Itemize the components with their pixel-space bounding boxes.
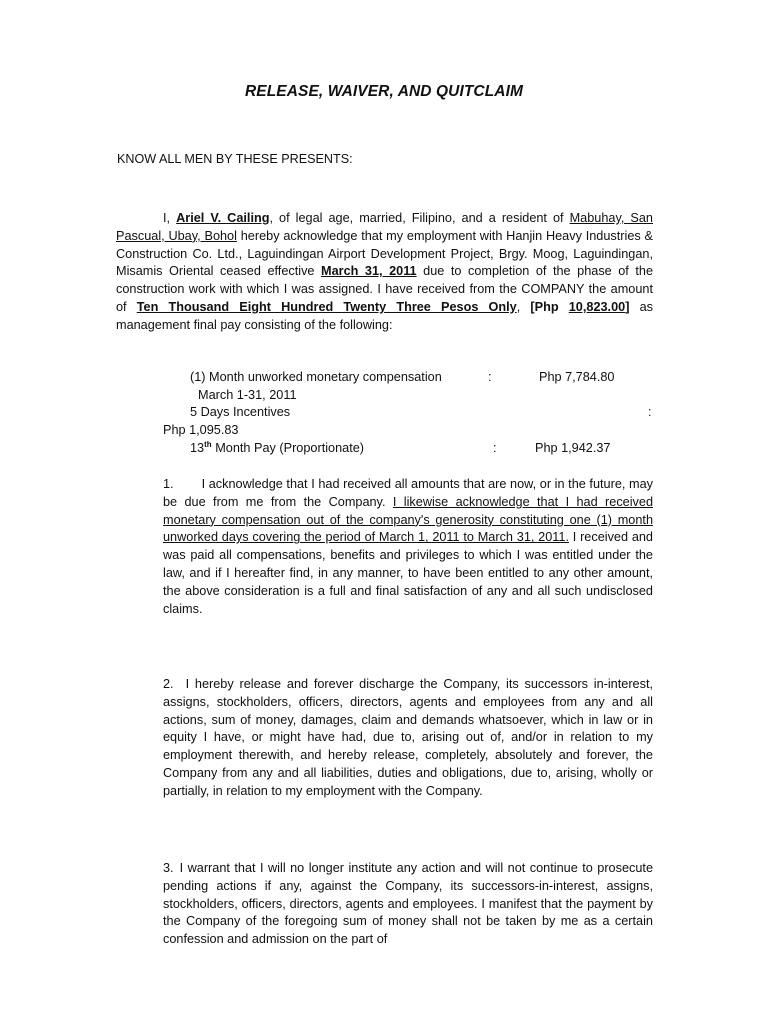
item3-label-suffix: th [204,439,212,449]
clause-2 [163,676,653,801]
item3-value: Php 1,942.37 [535,441,611,455]
item1-period: March 1-31, 2011 [198,388,297,402]
item1-value: Php 7,784.80 [539,370,615,384]
employee-address: Mabuhay, San Pascual, Ubay, Bohol [116,211,653,243]
item3-label [190,440,364,458]
item2-value: Php 1,095.83 [163,423,239,437]
clause-1-text-2: I received and was paid all compensations, benefits and privileges to which I was entitled under the law, and if I hereafter find, in any manner, to have been entitled to any other amount, the above consideration is a full and final satisfaction of any and all such undisclosed claims. [163,530,653,616]
clause-1-underlined: I likewise acknowledge that I had received monetary compensation out of the company's generosity constituting one (1) month unworked days covering the period of March 1, 2011 to March 31, 2011. [163,494,653,545]
amount-number-open: [Php [530,299,569,314]
item1-label: (1) Month unworked monetary compensation [190,370,442,384]
item3-colon: : [493,441,497,455]
employee-name: Ariel V. Cailing [176,211,270,225]
clause-3-number: 3. [163,861,174,875]
clause-1 [163,476,653,618]
item3-label-number: 13 [190,441,205,455]
item3-label-text: Month Pay (Proportionate) [211,441,365,455]
clause-3-text: I warrant that I will no longer institute any action and will not continue to prosecute pending actions if any, against the Company, its successors-in-interest, assigns, stockholders, officers, directors, agents and employees. I manifest that the payment by the Company of the foregoing sum of money shall not be taken by me as a certain confession and admission on the part of [163,861,653,947]
clause-1-text-1: I acknowledge that I had received all amounts that are now, or in the future, may be due from me from the Company. [163,477,653,509]
para1-text-2: , of legal age, married, Filipino, and a resident of [269,211,570,225]
item2-colon: : [648,405,652,419]
para1-text-4: due to completion of the phase of the construction work with which I was assigned. I have received from the COMPANY the amount of [116,264,653,314]
para1-text-6: as management final pay consisting of the following: [116,299,653,332]
paragraph-acknowledgement [116,210,653,335]
para1-text-1: I, [163,211,177,225]
clause-3 [163,860,653,949]
amount-number: 10,823.00 [568,299,626,314]
para1-text-5: , [516,299,531,314]
document-title: RELEASE, WAIVER, AND QUITCLAIM [245,83,523,100]
amount-in-words: Ten Thousand Eight Hundred Twenty Three Pesos Only [136,299,517,314]
amount-number-close: ] [625,299,630,314]
clause-2-number: 2. [163,677,174,691]
clause-2-text: I hereby release and forever discharge the Company, its successors in-interest, assigns, stockholders, officers, directors, agents and employees from any and all actions, sum of money, damages, claim and demands whatsoever, which in law or in equity I have, or might have had, due to, arising out of, and/or in relation to my employment therewith, and hereby release, completely, absolutely and forever, the Company from any and all liabilities, duties and obligations, due to, arising, wholly or partially, in relation to my employment with the Company. [163,677,653,798]
clause-1-number: 1. [163,477,174,491]
item2-label: 5 Days Incentives [190,405,291,419]
item1-colon: : [488,370,492,384]
para1-text-3: hereby acknowledge that my employment with Hanjin Heavy Industries & Construction Co. Ltd., Laguindingan Airport Development Project, Brgy. Moog, Laguindingan, Misamis Oriental ceased effective [116,228,653,279]
effective-date: March 31, 2011 [321,264,417,279]
salutation: KNOW ALL MEN BY THESE PRESENTS: [117,152,353,166]
